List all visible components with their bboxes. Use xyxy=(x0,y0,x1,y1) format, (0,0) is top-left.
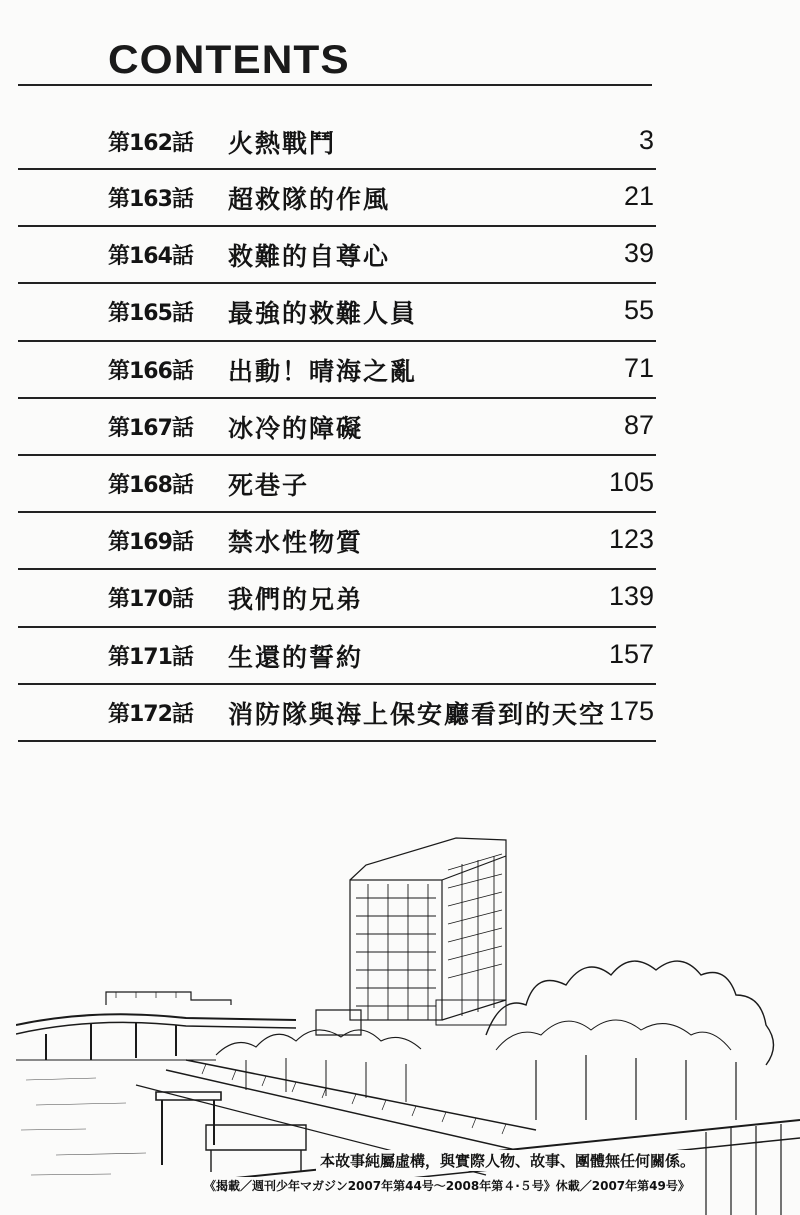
toc-row-167[interactable] xyxy=(18,399,656,456)
chapter-number: 第164話 xyxy=(108,244,193,270)
chapter-page: 175 xyxy=(608,695,654,726)
chapter-number: 第167話 xyxy=(108,415,193,441)
chapter-page: 3 xyxy=(638,125,654,155)
chapter-title: 救難的自尊心 xyxy=(228,242,391,272)
toc-row-171[interactable] xyxy=(18,628,656,685)
chapter-number: 第169話 xyxy=(108,530,193,556)
toc-row-166[interactable] xyxy=(18,342,656,399)
chapter-title: 我們的兄弟 xyxy=(228,585,364,615)
chapter-title: 消防隊與海上保安廳看到的天空 xyxy=(228,699,607,729)
chapter-title: 出動！晴海之亂 xyxy=(228,356,418,386)
chapter-page: 87 xyxy=(623,409,654,440)
toc-row-168[interactable] xyxy=(18,456,656,513)
toc-row-165[interactable] xyxy=(18,284,656,341)
chapter-number: 第172話 xyxy=(108,701,193,727)
disclaimer-text: 本故事純屬虛構，與實際人物、故事、團體無任何關係。 xyxy=(316,1150,699,1171)
chapter-title: 超救隊的作風 xyxy=(228,185,391,214)
chapter-number: 第162話 xyxy=(108,131,193,156)
heading-rule xyxy=(18,84,652,86)
chapter-number: 第165話 xyxy=(108,301,193,327)
chapter-page: 139 xyxy=(608,581,654,612)
toc-row-172[interactable] xyxy=(18,685,656,742)
chapter-page: 71 xyxy=(623,352,654,383)
chapter-number: 第171話 xyxy=(108,644,193,670)
contents-heading: CONTENTS xyxy=(108,38,350,82)
chapter-page: 105 xyxy=(608,466,654,497)
chapter-number: 第166話 xyxy=(108,358,193,384)
chapter-title: 禁水性物質 xyxy=(228,528,364,558)
table-of-contents xyxy=(18,114,656,742)
toc-row-163[interactable] xyxy=(18,170,656,227)
chapter-number: 第170話 xyxy=(108,587,193,613)
serialization-note: 《揭載／週刊少年マガジン2007年第44号～2008年第４·５号》休載／2007年第49号》 xyxy=(200,1177,694,1194)
chapter-number: 第168話 xyxy=(108,472,193,498)
chapter-title: 冰冷的障礙 xyxy=(228,413,364,443)
toc-row-162[interactable] xyxy=(18,114,656,170)
chapter-page: 21 xyxy=(623,181,654,211)
chapter-title: 最強的救難人員 xyxy=(228,299,418,329)
chapter-title: 死巷子 xyxy=(228,470,310,500)
chapter-title: 生還的誓約 xyxy=(228,642,364,672)
toc-row-169[interactable] xyxy=(18,513,656,570)
chapter-page: 39 xyxy=(623,238,654,269)
chapter-number: 第163話 xyxy=(108,187,193,212)
chapter-page: 157 xyxy=(608,638,654,669)
toc-row-170[interactable] xyxy=(18,570,656,627)
toc-row-164[interactable] xyxy=(18,227,656,284)
chapter-page: 123 xyxy=(608,524,654,555)
chapter-title: 火熱戰鬥 xyxy=(228,129,337,158)
chapter-page: 55 xyxy=(623,295,654,326)
